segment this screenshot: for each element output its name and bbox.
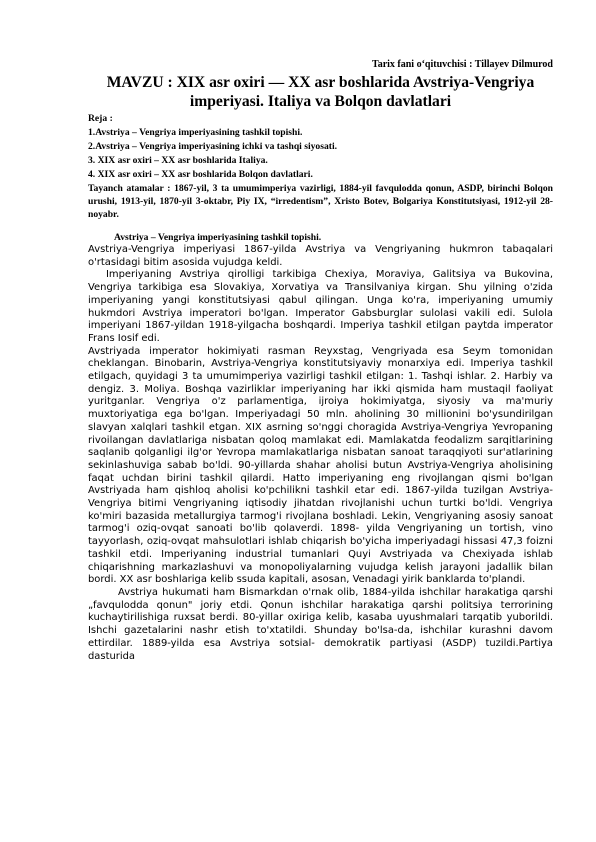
plan-item: 3. XIX asr oxiri – XX asr boshlarida Italiya. [88, 155, 268, 166]
plan-item: 1.Avstriya – Vengriya imperiyasining tashkil topishi. [88, 127, 303, 138]
section-heading: Avstriya – Vengriya imperiyasining tashkil topishi. [114, 232, 322, 243]
keywords-paragraph: Tayanch atamalar : 1867-yil, 3 ta umumimperiya vazirligi, 1884-yil favqulodda qonun, ASDP, birinchi Bolqon urushi, 1913-yil, 1870-yil 3-oktabr, Piy IX, “irredentism”, Xristo Botev, Bolgariya Konstitutsiyasi, 1912-yil 28-noyabr. [88, 183, 553, 220]
plan-item: 4. XIX asr oxiri – XX asr boshlarida Bolqon davlatlari. [88, 169, 313, 180]
body-paragraph: Avstriya hukumati ham Bismarkdan o'rnak olib, 1884-yilda ishchilar harakatiga qarshi „favqulodda qonun" joriy etdi. Qonun ishchilar harakatiga qarshi politsiya terrorining kuchaytirilishiga ruxsat berdi. 80-yillar oxiriga kelib, kasaba uyushmalari tarqatib yuborildi. Ishchi gazetalarini nashr etish to'xtatildi. Shunday bo'lsa-da, ishchilar kurashni davom ettirdilar. 1889-yilda esa Avstriya sotsial- demokratik partiyasi (ASDP) tuzildi.Partiya dasturida [88, 586, 553, 662]
body-paragraph: Avstriyada imperator hokimiyati rasman Reyxstag, Vengriyada esa Seym tomonidan cheklangan. Binobarin, Avstriya-Vengriya konstitutsiyaviy monarxiya edi. Imperiya tashkil etilgach, quyidagi 3 ta umumimperiya vazirligi tashkil etilgan: 1. Tashqi ishlar. 2. Harbiy va dengiz. 3. Moliya. Boshqa vazirliklar imperiyaning har ikki qismida ham mustaqil faoliyat yuritganlar. Vengriya o'z parlamentiga, ijroiya hokimiyatga, siyosiy va ma'muriy muxtoriyatiga ega bo'lgan. Imperiyadagi 50 mln. aholining 30 millionini bo'ysundirilgan slavyan xalqlari tashkil etgan. XIX asrning so'nggi choragida Avstriya-Vengriya Yevropaning rivoilangan davlatlariga nisbatan qoloq mamlakat edi. Mamlakatda feodalizm sarqitlarining saqlanib qolganligi ilg'or Yevropa mamlakatlariga nisbatan sanoat taraqqiyoti sur'atlarining sekinlashuviga sabab bo'ldi. 90-yillarda shahar aholisi butun Avstriya-Vengriya aholisining faqat uchdan birini tashkil qilardi. Hatto imperiyaning eng rivojlangan qismi bo'lgan Avstriyada ham qishloq aholisi ko'pchilikni tashkil etar edi. 1867-yilda tuzilgan Avstriya-Vengriya bitimi Vengriyaning iqtisodiy jihatdan rivojlanishi uchun turtki bo'ldi. Vengriya ko'miri bazasida metallurgiya tarmog'i rivojlana boshladi. Lekin, Vengriyaning asosiy sanoat tarmog'i oziq-ovqat sanoati bo'lib qolaverdi. 1898- yilda Vengriyaning un tortish, vino tayyorlash, oziq-ovqat mahsulotlari ishlab chiqarish bo'yicha imperiyadagi hissasi 47,3 foizni tashkil etdi. Imperiyaning industrial tumanlari Quyi Avstriyada va Chexiyada ishlab chiqarishning markazlashuvi va monopoliyalarning vujudga kelish jarayoni jadallik bilan bordi. XX asr boshlariga kelib ssuda kapitali, asosan, Venadagi yirik banklarda to'plandi. [88, 345, 553, 586]
body-paragraph: Avstriya-Vengriya imperiyasi 1867-yilda Avstriya va Vengriyaning hukmron tabaqalari o'rtasidagi bitim asosida vujudga keldi. [88, 244, 553, 268]
plan-section [88, 112, 553, 182]
author-line: Tarix fani o‘qituvchisi : Tillayev Dilmurod [371, 59, 553, 70]
plan-item: 2.Avstriya – Vengriya imperiyasining ichki va tashqi siyosati. [88, 141, 338, 152]
document-title: MAVZU : XIX asr oxiri — XX asr boshlarida Avstriya-Vengriya imperiyasi. Italiya va Bolqon davlatlari [106, 74, 535, 110]
document-page [88, 58, 553, 663]
body-paragraph: Imperiyaning Avstriya qirolligi tarkibiga Chexiya, Moraviya, Galitsiya va Bukovina, Vengriya tarkibiga esa Slovakiya, Xorvatiya va Transilvaniya kirgan. Shu yilning o'zida imperiyaning yangi konstitutsiyasi qabul qilingan. Unga ko'ra, imperiyaning umumiy hukmdori Avstriya imperatori bo'lgan. Imperator Gabsburglar sulolasi vakili edi. Sulola imperiyani 1867-yildan 1918-yilgacha boshqardi. Imperiya tashkil etilgan paytda imperator Frans Iosif edi. [88, 269, 553, 344]
plan-heading: Reja : [88, 113, 113, 124]
